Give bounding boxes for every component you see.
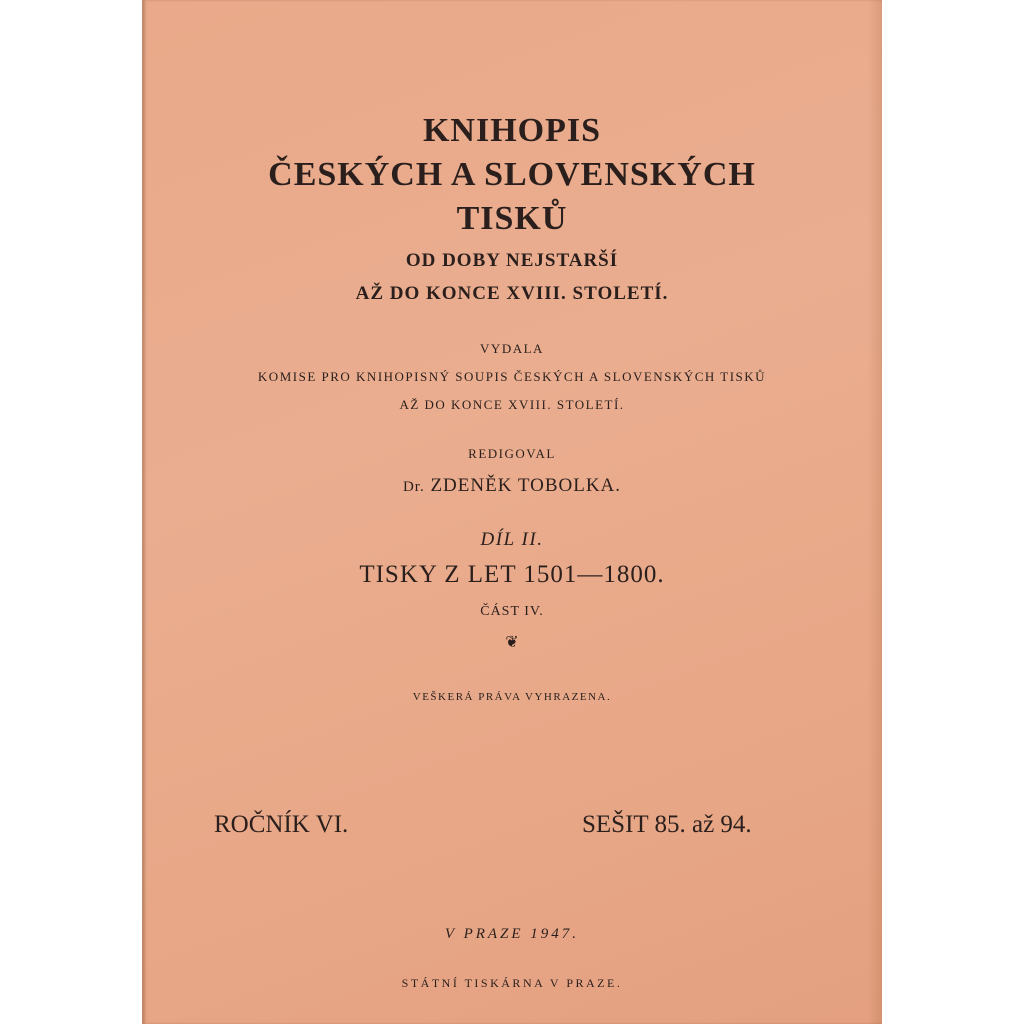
publisher-line-2: AŽ DO KONCE XVIII. STOLETÍ. bbox=[399, 397, 625, 412]
volume-title: TISKY Z LET 1501—1800. bbox=[359, 561, 665, 588]
publisher-line-1: KOMISE PRO KNIHOPISNÝ SOUPIS ČESKÝCH A SLOVENSKÝCH TISKŮ bbox=[257, 369, 767, 384]
subtitle-line-1: OD DOBY NEJSTARŠÍ bbox=[405, 250, 619, 271]
issue-year: ROČNÍK VI. bbox=[214, 811, 349, 838]
editor-title: Dr. bbox=[402, 479, 425, 495]
imprint-place: V PRAZE 1947. bbox=[444, 926, 580, 942]
volume-section: ČÁST IV. bbox=[480, 604, 544, 619]
subtitle-line-2: AŽ DO KONCE XVIII. STOLETÍ. bbox=[355, 283, 669, 304]
issue-numbers: SEŠIT 85. až 94. bbox=[582, 811, 752, 838]
title-line-2: ČESKÝCH A SLOVENSKÝCH bbox=[268, 156, 756, 193]
volume-part: DÍL II. bbox=[480, 529, 544, 550]
title-page bbox=[142, 0, 882, 1024]
title-line-1: KNIHOPIS bbox=[422, 112, 602, 149]
rights-notice: VEŠKERÁ PRÁVA VYHRAZENA. bbox=[412, 691, 612, 703]
publisher-label: VYDALA bbox=[480, 341, 544, 356]
ornament-icon: ❦ bbox=[505, 634, 519, 651]
title-line-3: TISKŮ bbox=[456, 200, 568, 237]
editor-label: REDIGOVAL bbox=[468, 446, 556, 461]
editor-name-line bbox=[142, 475, 882, 497]
editor-name: ZDENĚK TOBOLKA. bbox=[430, 475, 622, 496]
imprint-printer: STÁTNÍ TISKÁRNA V PRAZE. bbox=[401, 976, 623, 990]
